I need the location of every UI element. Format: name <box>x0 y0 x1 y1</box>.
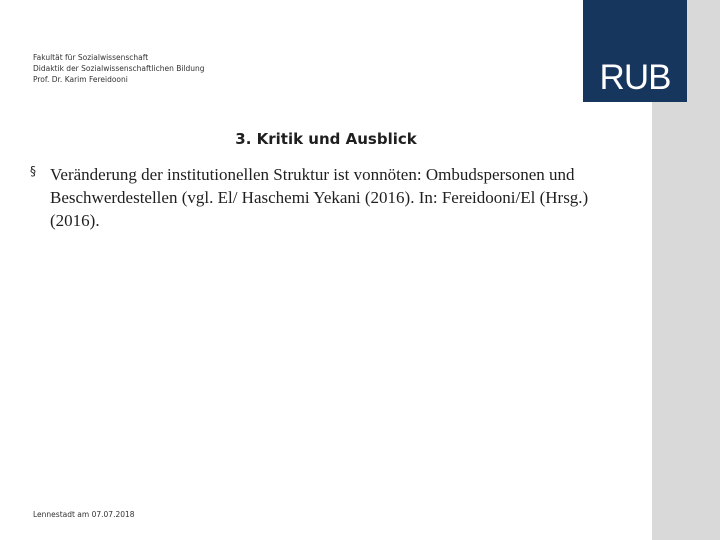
faculty-label: Fakultät für Sozialwissenschaft <box>33 53 149 62</box>
professor-label: Prof. Dr. Karim Fereidooni <box>33 75 128 84</box>
bullet-item <box>30 163 620 232</box>
rub-logo <box>583 0 687 102</box>
header-block <box>33 52 205 85</box>
bullet-text: Veränderung der institutionellen Struktur ist vonnöten: Ombudspersonen und Beschwerdestellen (vgl. El/ Haschemi Yekani (2016). In: Fereidooni/El (Hrsg.) (2016). <box>50 165 589 230</box>
footer-text: Lennestadt am 07.07.2018 <box>33 510 135 519</box>
department-label: Didaktik der Sozialwissenschaftlichen Bildung <box>33 64 205 73</box>
bullet-marker-icon: § <box>30 164 36 178</box>
slide-title: 3. Kritik und Ausblick <box>235 130 417 148</box>
rub-logo-text: RUB <box>599 58 671 97</box>
